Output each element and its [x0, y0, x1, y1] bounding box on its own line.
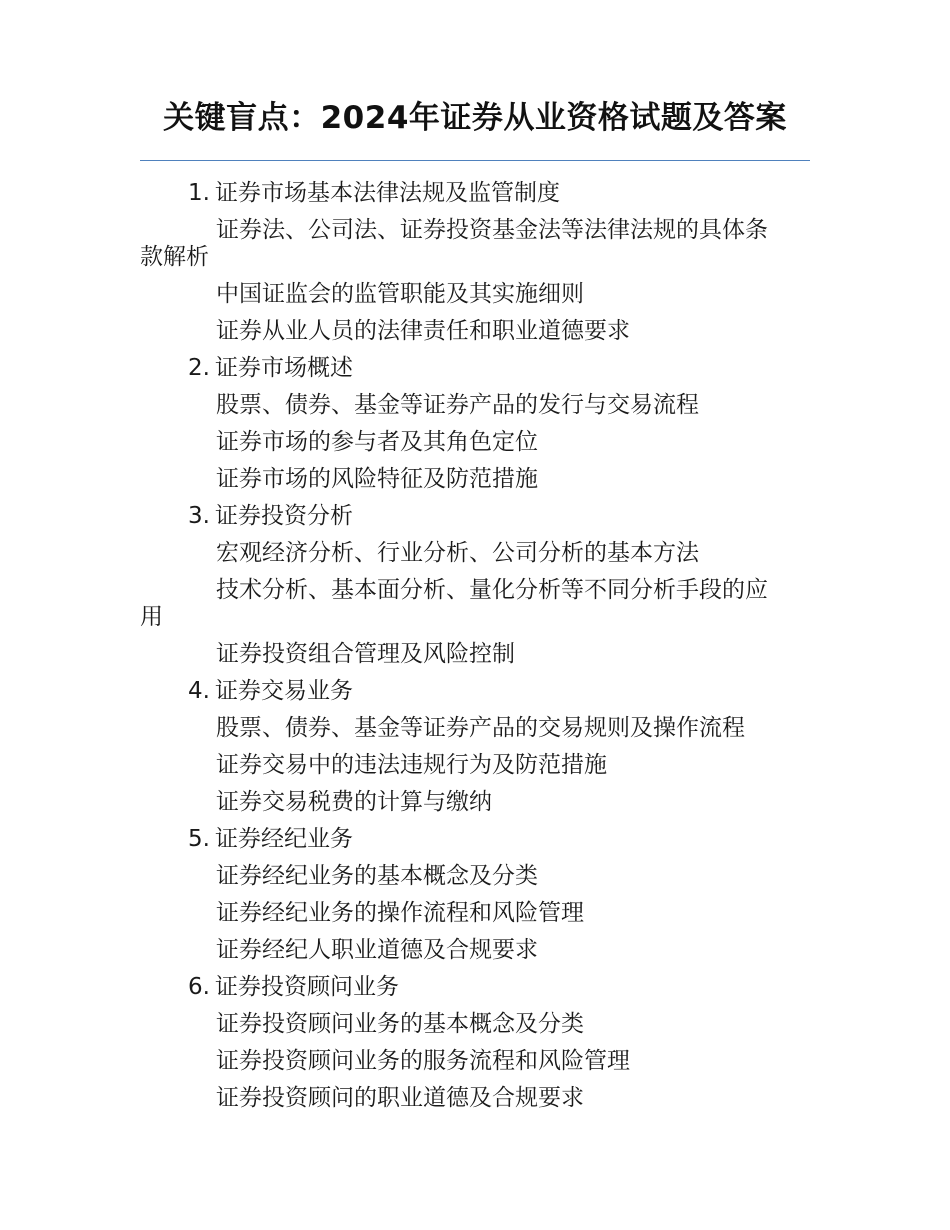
section-number: 2. — [188, 355, 210, 381]
section-items — [140, 858, 790, 969]
section-item: 宏观经济分析、行业分析、公司分析的基本方法 — [216, 540, 699, 566]
section-item: 证券投资顾问业务的基本概念及分类 — [216, 1011, 584, 1037]
section-item: 证券交易税费的计算与缴纳 — [216, 789, 492, 815]
section-item: 证券法、公司法、证券投资基金法等法律法规的具体条款解析 — [140, 217, 768, 270]
section-number: 5. — [188, 826, 210, 852]
section-title: 证券投资顾问业务 — [215, 974, 399, 1000]
topic-outline — [140, 175, 790, 1117]
section-item: 股票、债券、基金等证券产品的发行与交易流程 — [216, 392, 699, 418]
section-item: 证券交易中的违法违规行为及防范措施 — [216, 752, 607, 778]
section-item: 证券投资组合管理及风险控制 — [216, 641, 515, 667]
section-heading — [140, 969, 790, 1006]
outline-section — [140, 673, 790, 821]
section-item: 技术分析、基本面分析、量化分析等不同分析手段的应用 — [140, 577, 768, 630]
section-items — [140, 710, 790, 821]
section-items — [140, 535, 790, 673]
section-title: 证券市场基本法律法规及监管制度 — [215, 180, 560, 206]
section-items — [140, 387, 790, 498]
outline-section — [140, 350, 790, 498]
section-items — [140, 1006, 790, 1117]
page-title: 关键盲点：2024年证券从业资格试题及答案 — [163, 100, 787, 136]
section-item: 证券经纪业务的操作流程和风险管理 — [216, 900, 584, 926]
section-number: 3. — [188, 503, 210, 529]
section-item: 股票、债券、基金等证券产品的交易规则及操作流程 — [216, 715, 745, 741]
section-number: 6. — [188, 974, 210, 1000]
title-underline — [140, 160, 810, 161]
section-number: 4. — [188, 678, 210, 704]
section-item: 证券投资顾问的职业道德及合规要求 — [216, 1085, 584, 1111]
section-heading — [140, 821, 790, 858]
section-title: 证券投资分析 — [215, 503, 353, 529]
section-title: 证券经纪业务 — [215, 826, 353, 852]
title-block — [140, 100, 810, 136]
section-item: 证券市场的风险特征及防范措施 — [216, 466, 538, 492]
section-item: 证券从业人员的法律责任和职业道德要求 — [216, 318, 630, 344]
section-heading — [140, 673, 790, 710]
section-item: 证券市场的参与者及其角色定位 — [216, 429, 538, 455]
section-heading — [140, 350, 790, 387]
outline-section — [140, 498, 790, 673]
section-number: 1. — [188, 180, 210, 206]
section-item: 证券经纪业务的基本概念及分类 — [216, 863, 538, 889]
outline-section — [140, 821, 790, 969]
section-item: 证券经纪人职业道德及合规要求 — [216, 937, 538, 963]
section-heading — [140, 498, 790, 535]
outline-section — [140, 175, 790, 350]
section-title: 证券市场概述 — [215, 355, 353, 381]
outline-section — [140, 969, 790, 1117]
section-items — [140, 212, 790, 350]
section-item: 中国证监会的监管职能及其实施细则 — [216, 281, 584, 307]
section-title: 证券交易业务 — [215, 678, 353, 704]
section-item: 证券投资顾问业务的服务流程和风险管理 — [216, 1048, 630, 1074]
section-heading — [140, 175, 790, 212]
